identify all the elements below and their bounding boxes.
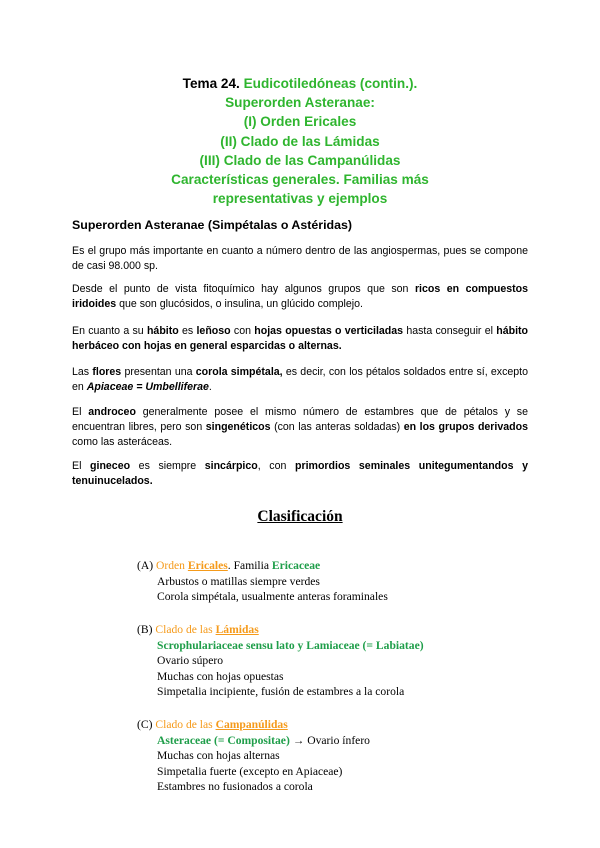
group-a-line-1: Arbustos o matillas siempre verdes — [157, 574, 320, 588]
group-c-line-2: Simpetalia fuerte (excepto en Apiaceae) — [157, 764, 343, 778]
title-line5: (III) Clado de las Campanúlidas — [199, 152, 401, 168]
title-line3: (I) Orden Ericales — [243, 114, 357, 130]
paragraph-4: Las flores presentan una corola simpétala, es decir, con los pétalos soldados entre sí, excepto en Apiaceae = Umbelliferae. — [72, 366, 528, 394]
group-c-line-3: Estambres no fusionados a corola — [157, 780, 313, 794]
group-c-line-1: Muchas con hojas alternas — [157, 749, 280, 763]
title-prefix: Tema 24. — [182, 76, 244, 91]
group-b-line-2: Muchas con hojas opuestas — [157, 669, 284, 683]
document-title — [140, 74, 460, 208]
title-line7: representativas y ejemplos — [212, 191, 388, 207]
paragraph-6: El gineceo es siempre sincárpico, con primordios seminales unitegumentandos y tenuinucelados. — [72, 460, 528, 488]
title-line1: Eudicotiledóneas (contin.). — [243, 76, 418, 91]
group-a-line-2: Corola simpétala, usualmente anteras foraminales — [157, 590, 388, 604]
title-line6: Características generales. Familias más — [171, 172, 429, 188]
paragraph-5: El androceo generalmente posee el mismo número de estambres que de pétalos y se encuentran libres, pero son singenéticos (con las anteras soldadas) en los grupos derivados como las asteráceas. — [72, 406, 528, 449]
group-b-families: Scrophulariaceae sensu lato y Lamiaceae (= Labiatae) — [157, 638, 424, 652]
group-b: (B) Clado de las Lámidas Scrophulariaceae sensu lato y Lamiaceae (= Labiatae) Ovario súpero Muchas con hojas opuestas Simpetalia incipiente, fusión de estambres a la corola — [137, 623, 424, 699]
paragraph-2: Desde el punto de vista fitoquímico hay algunos grupos que son ricos en compuestos iridoides que son glucósidos, o insulina, un glúcido complejo. — [72, 283, 529, 311]
section-heading: Superorden Asteranae (Simpétalas o Astéridas) — [72, 218, 353, 232]
paragraph-3: En cuanto a su hábito es leñoso con hojas opuestas o verticiladas hasta conseguir el hábito herbáceo con hojas en general esparcidas o alternas. — [72, 325, 529, 353]
paragraph-1: Es el grupo más importante en cuanto a número dentro de las angiospermas, pues se compone de casi 98.000 sp. — [72, 245, 528, 273]
group-b-line-1: Ovario súpero — [157, 654, 224, 668]
group-c: (C) Clado de las Campanúlidas Asteraceae (= Compositae) → Ovario ínfero Muchas con hojas alternas Simpetalia fuerte (excepto en Apiaceae) Estambres no fusionados a corola — [137, 718, 370, 794]
title-line4: (II) Clado de las Lámidas — [220, 133, 380, 149]
group-a: (A) Orden Ericales. Familia Ericaceae Arbustos o matillas siempre verdes Corola simpétala, usualmente anteras foraminales — [137, 559, 388, 604]
group-b-line-3: Simpetalia incipiente, fusión de estambres a la corola — [157, 685, 405, 699]
classification-heading: Clasificación — [257, 508, 343, 525]
title-line2: Superorden Asteranae: — [225, 95, 375, 111]
